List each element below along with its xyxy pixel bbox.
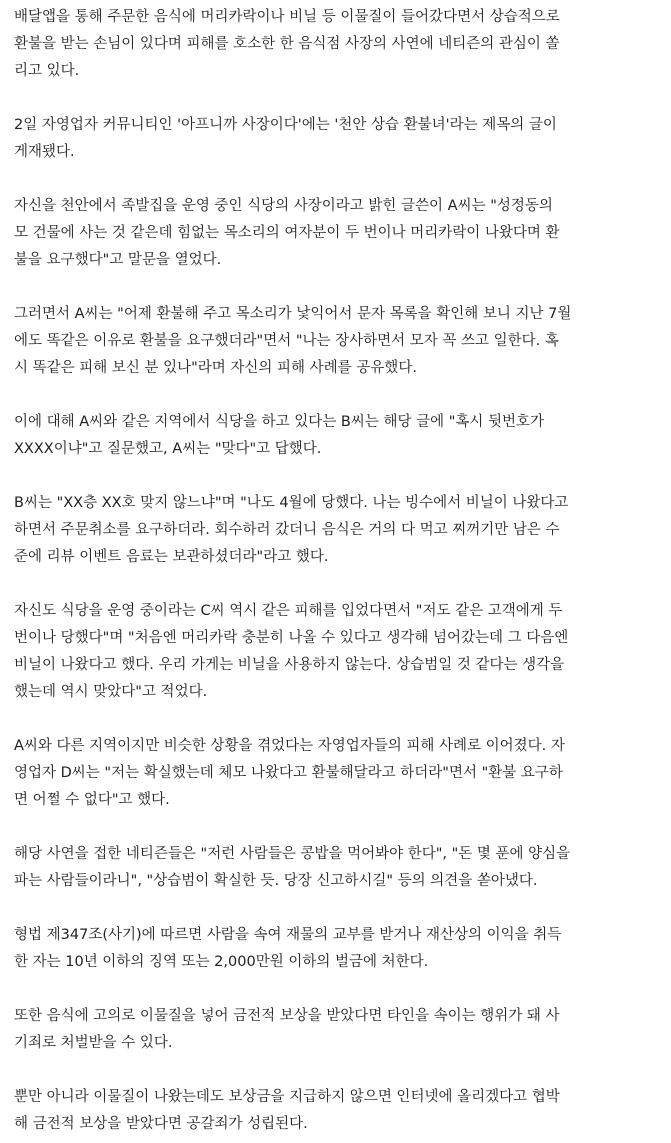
text-line: 해당 사연을 접한 네티즌들은 "저런 사람들은 콩밥을 먹어봐야 한다", "돈 몇 푼에 양심을 — [14, 846, 571, 862]
text-line: 한 자는 10년 이하의 징역 또는 2,000만원 이하의 벌금에 처한다. — [14, 954, 429, 970]
text-line: 2일 자영업자 커뮤니티인 '아프니까 사장이다'에는 '천안 상습 환불녀'라는 제목의 글이 — [14, 117, 557, 133]
paragraph-5 — [14, 409, 663, 463]
paragraph-8 — [14, 733, 663, 814]
text-line: A씨와 다른 지역이지만 비슷한 상황을 겪었다는 자영업자들의 피해 사례로 이어졌다. 자 — [14, 738, 565, 754]
text-line: 게재됐다. — [14, 144, 75, 160]
text-line: 뿐만 아니라 이물질이 나왔는데도 보상금을 지급하지 않으면 인터넷에 올리겠다고 협박 — [14, 1089, 560, 1105]
paragraph-9 — [14, 841, 663, 895]
text-line: 해 금전적 보상을 받았다면 공갈죄가 성립된다. — [14, 1116, 308, 1132]
text-line: 에도 똑같은 이유로 환불을 요구했더라"면서 "나는 장사하면서 모자 꼭 쓰고 일한다. 혹 — [14, 333, 559, 349]
text-line: 불을 요구했다"고 말문을 열었다. — [14, 252, 222, 268]
paragraph-1 — [14, 4, 663, 85]
paragraph-12 — [14, 1084, 663, 1138]
text-line: 자신을 천안에서 족발집을 운영 중인 식당의 사장이라고 밝힌 글쓴이 A씨는 "성정동의 — [14, 198, 553, 214]
text-line: B씨는 "XX층 XX호 맞지 않느냐"며 "나도 4월에 당했다. 나는 빙수에서 비닐이 나왔다고 — [14, 495, 569, 511]
text-line: 형법 제347조(사기)에 따르면 사람을 속여 재물의 교부를 받거나 재산상의 이익을 취득 — [14, 927, 562, 943]
text-line: 기죄로 처벌받을 수 있다. — [14, 1035, 173, 1051]
text-line: 했는데 역시 맞았다"고 적었다. — [14, 684, 208, 700]
text-line: 환불을 받는 손님이 있다며 피해를 호소한 한 음식점 사장의 사연에 네티즌의 관심이 쏠 — [14, 36, 560, 52]
paragraph-4 — [14, 301, 663, 382]
text-line: 파는 사람들이라니", "상습범이 확실한 듯. 당장 신고하시길" 등의 의견을 쏟아냈다. — [14, 873, 538, 889]
text-line: 비닐이 나왔다고 했다. 우리 가게는 비닐을 사용하지 않는다. 상습범일 것 같다는 생각을 — [14, 657, 565, 673]
paragraph-6 — [14, 490, 663, 571]
text-line: 번이나 당했다"며 "처음엔 머리카락 충분히 나올 수 있다고 생각해 넘어갔는데 그 다음엔 — [14, 630, 569, 646]
text-line: 또한 음식에 고의로 이물질을 넣어 금전적 보상을 받았다면 타인을 속이는 행위가 돼 사 — [14, 1008, 560, 1024]
text-line: 준에 리뷰 이벤트 음료는 보관하셨더라"라고 했다. — [14, 549, 329, 565]
text-line: 모 건물에 사는 것 같은데 힘없는 목소리의 여자분이 두 번이나 머리카락이 나왔다며 환 — [14, 225, 560, 241]
text-line: 리고 있다. — [14, 63, 80, 79]
text-line: 면 어쩔 수 없다"고 했다. — [14, 792, 170, 808]
text-line: 시 똑같은 피해 보신 분 있나"라며 자신의 피해 사례를 공유했다. — [14, 360, 417, 376]
paragraph-2 — [14, 112, 663, 166]
paragraph-7 — [14, 598, 663, 706]
text-line: 영업자 D씨는 "저는 확실했는데 체모 나왔다고 환불해달라고 하더라"면서 "환불 요구하 — [14, 765, 563, 781]
text-line: XXXX이냐"고 질문했고, A씨는 "맞다"고 답했다. — [14, 441, 322, 457]
text-line: 자신도 식당을 운영 중이라는 C씨 역시 같은 피해를 입었다면서 "저도 같은 고객에게 두 — [14, 603, 563, 619]
text-line: 배달앱을 통해 주문한 음식에 머리카락이나 비닐 등 이물질이 들어갔다면서 상습적으로 — [14, 9, 560, 25]
text-line: 이에 대해 A씨와 같은 지역에서 식당을 하고 있다는 B씨는 해당 글에 "혹시 뒷번호가 — [14, 414, 545, 430]
text-line: 그러면서 A씨는 "어제 환불해 주고 목소리가 낯익어서 문자 목록을 확인해 보니 지난 7월 — [14, 306, 572, 322]
text-line: 하면서 주문취소를 요구하더라. 회수하러 갔더니 음식은 거의 다 먹고 찌꺼기만 남은 수 — [14, 522, 560, 538]
paragraph-3 — [14, 193, 663, 274]
paragraph-10 — [14, 922, 663, 976]
paragraph-11 — [14, 1003, 663, 1057]
